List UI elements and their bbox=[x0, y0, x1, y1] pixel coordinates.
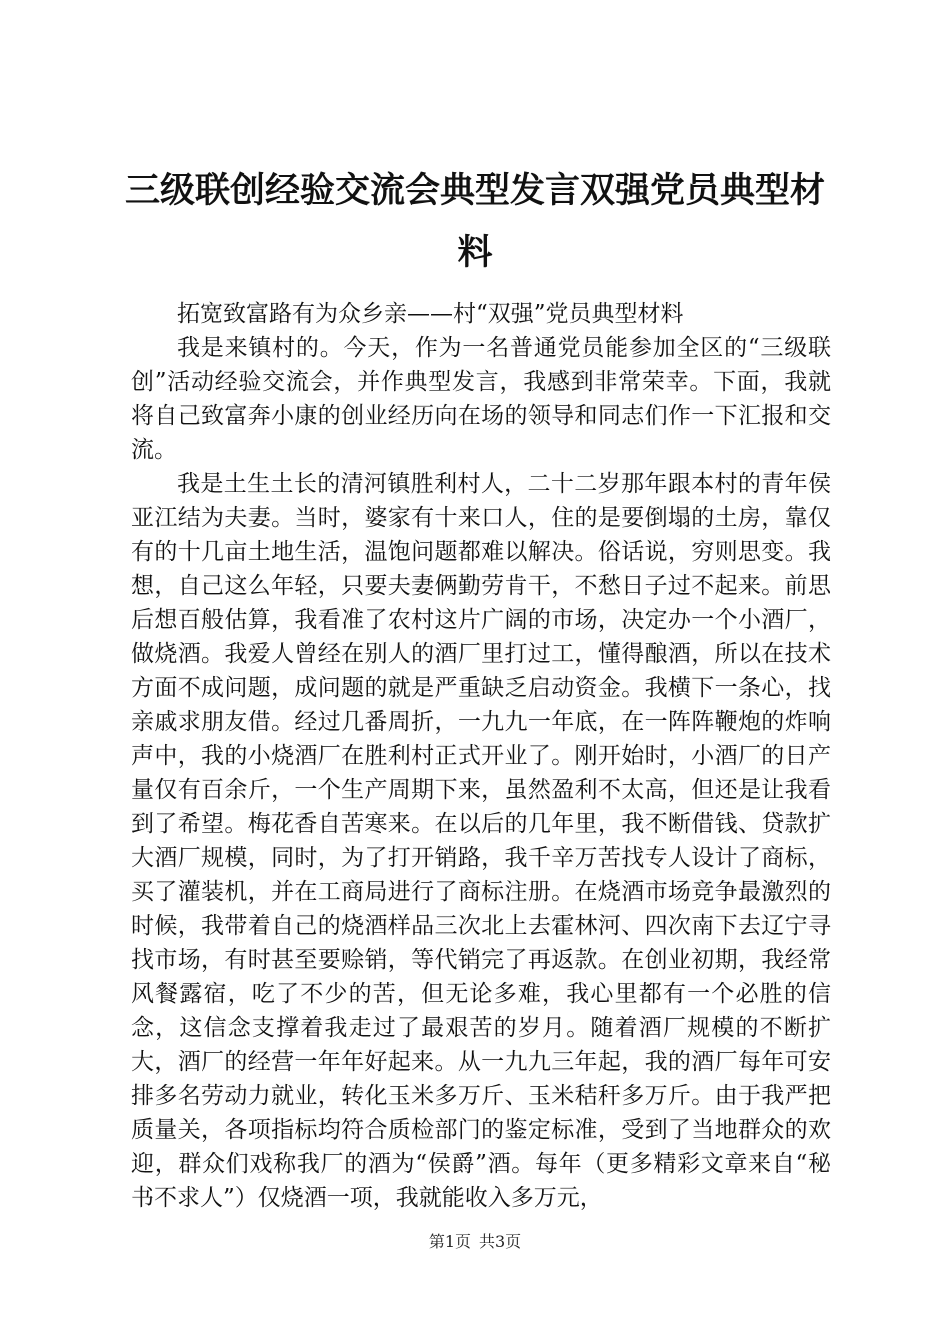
paragraph-story: 我是土生土长的清河镇胜利村人，二十二岁那年跟本村的青年侯亚江结为夫妻。当时，婆家有十来口人，住的是要倒塌的土房，靠仅有的十几亩土地生活，温饱问题都难以解决。俗话说，穷则思变。我想，自己这么年轻，只要夫妻俩勤劳肯干，不愁日子过不起来。前思后想百般估算，我看准了农村这片广阔的市场，决定办一个小酒厂，做烧酒。我爱人曾经在别人的酒厂里打过工，懂得酿酒，所以在技术方面不成问题，成问题的就是严重缺乏启动资金。我横下一条心，找亲戚求朋友借。经过几番周折，一九九一年底，在一阵阵鞭炮的炸响声中，我的小烧酒厂在胜利村正式开业了。刚开始时，小酒厂的日产量仅有百余斤，一个生产周期下来，虽然盈利不太高，但还是让我看到了希望。梅花香自苦寒来。在以后的几年里，我不断借钱、贷款扩大酒厂规模，同时，为了打开销路，我千辛万苦找专人设计了商标，买了灌装机，并在工商局进行了商标注册。在烧酒市场竞争最激烈的时候，我带着自己的烧酒样品三次北上去霍林河、四次南下去辽宁寻找市场，有时甚至要赊销，等代销完了再返款。在创业初期，我经常风餐露宿，吃了不少的苦，但无论多难，我心里都有一个必胜的信念，这信念支撑着我走过了最艰苦的岁月。随着酒厂规模的不断扩大，酒厂的经营一年年好起来。从一九九三年起，我的酒厂每年可安排多名劳动力就业，转化玉米多万斤、玉米秸秆多万斤。由于我严把质量关，各项指标均符合质检部门的鉴定标准，受到了当地群众的欢迎，群众们戏称我厂的酒为“侯爵”酒。每年（更多精彩文章来自“秘书不求人”）仅烧酒一项，我就能收入多万元， bbox=[131, 471, 831, 1211]
page-footer bbox=[0, 1232, 950, 1252]
page-total: 共3页 bbox=[479, 1232, 522, 1251]
document-subtitle: 拓宽致富路有为众乡亲——村“双强”党员典型材料 bbox=[177, 301, 684, 327]
document-title: 三级联创经验交流会典型发言双强党员典型材料 bbox=[124, 170, 825, 273]
page-number: 第1页 bbox=[428, 1232, 471, 1251]
paragraph-intro: 我是来镇村的。今天，作为一名普通党员能参加全区的“三级联创”活动经验交流会，并作典型发言，我感到非常荣幸。下面，我就将自己致富奔小康的创业经历向在场的领导和同志们作一下汇报和交流。 bbox=[131, 335, 831, 463]
document-body bbox=[131, 297, 831, 1215]
